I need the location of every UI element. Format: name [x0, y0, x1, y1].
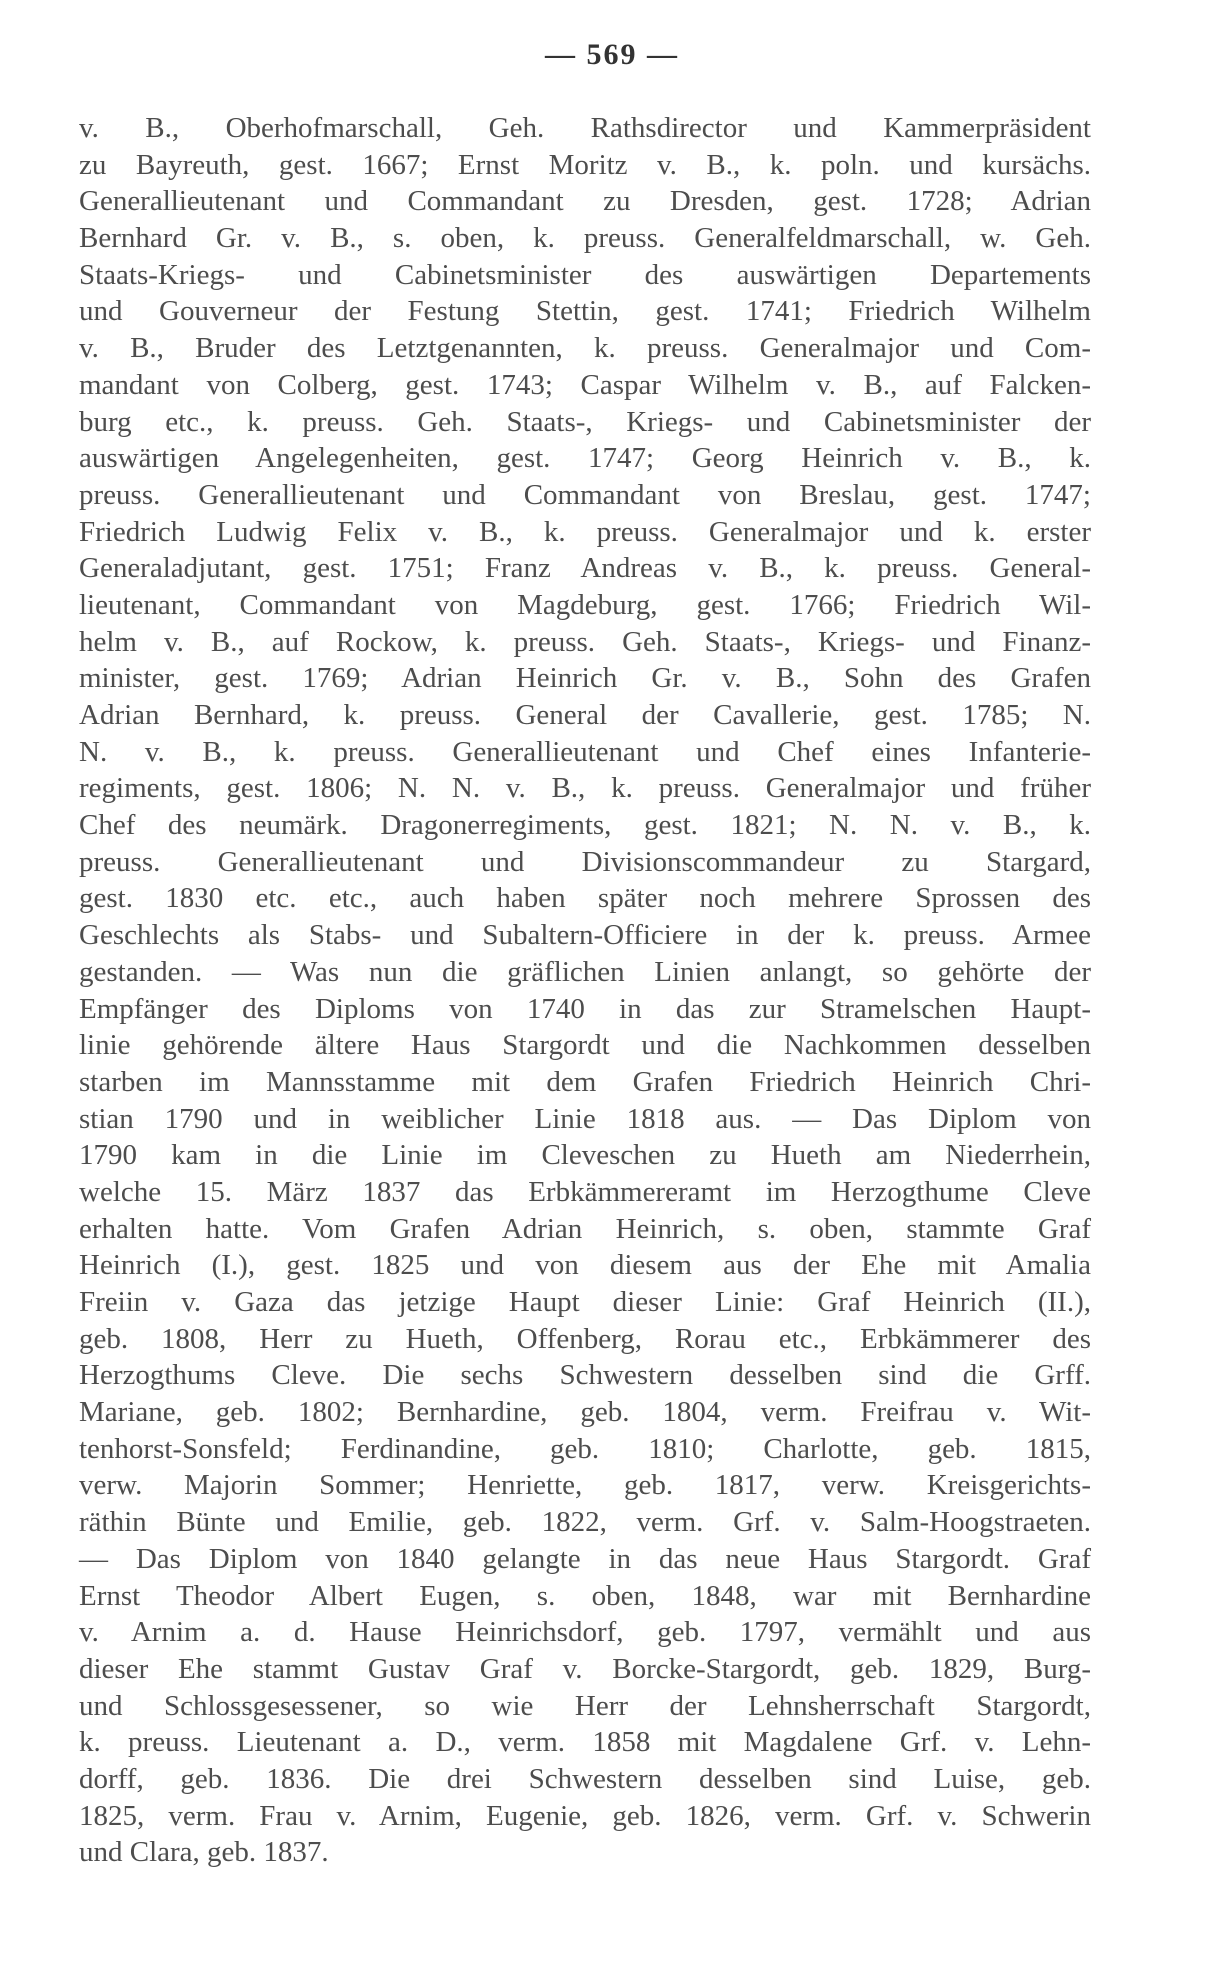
text-line: und Gouverneur der Festung Stettin, gest. 1741; Friedrich Wilhelm	[79, 295, 1091, 328]
text-line: Empfänger des Diploms von 1740 in das zur Stramelschen Haupt-	[79, 992, 1091, 1025]
text-line: Freiin v. Gaza das jetzige Haupt dieser Linie: Graf Heinrich (II.),	[79, 1286, 1091, 1318]
text-line: Generaladjutant, gest. 1751; Franz Andreas v. B., k. preuss. General-	[79, 552, 1091, 585]
text-line: Bernhard Gr. v. B., s. oben, k. preuss. Generalfeldmarschall, w. Geh.	[79, 222, 1091, 255]
page-number: — 569 —	[545, 38, 679, 71]
text-line: preuss. Generallieutenant und Divisionscommandeur zu Stargard,	[79, 845, 1091, 878]
text-line: auswärtigen Angelegenheiten, gest. 1747; Georg Heinrich v. B., k.	[79, 442, 1091, 475]
body-text	[79, 110, 1091, 1871]
text-line: helm v. B., auf Rockow, k. preuss. Geh. Staats-, Kriegs- und Finanz-	[79, 625, 1091, 658]
text-line: und Schlossgesessener, so wie Herr der Lehnsherrschaft Stargordt,	[79, 1689, 1091, 1722]
text-line: — Das Diplom von 1840 gelangte in das neue Haus Stargordt. Graf	[79, 1542, 1091, 1575]
text-line: v. Arnim a. d. Hause Heinrichsdorf, geb. 1797, vermählt und aus	[79, 1616, 1091, 1649]
text-line: Adrian Bernhard, k. preuss. General der Cavallerie, gest. 1785; N.	[79, 699, 1091, 731]
text-line: räthin Bünte und Emilie, geb. 1822, verm. Grf. v. Salm-Hoogstraeten.	[79, 1506, 1091, 1539]
text-line: Geschlechts als Stabs- und Subaltern-Officiere in der k. preuss. Armee	[79, 919, 1091, 952]
text-line: v. B., Bruder des Letztgenannten, k. preuss. Generalmajor und Com-	[79, 332, 1091, 365]
text-line: 1825, verm. Frau v. Arnim, Eugenie, geb. 1826, verm. Grf. v. Schwerin	[79, 1799, 1091, 1832]
text-line: stian 1790 und in weiblicher Linie 1818 aus. — Das Diplom von	[79, 1102, 1091, 1135]
text-line: dorff, geb. 1836. Die drei Schwestern desselben sind Luise, geb.	[79, 1762, 1091, 1795]
text-line: Mariane, geb. 1802; Bernhardine, geb. 1804, verm. Freifrau v. Wit-	[79, 1396, 1091, 1429]
text-line: Herzogthums Cleve. Die sechs Schwestern desselben sind die Grff.	[79, 1359, 1091, 1392]
text-line: N. v. B., k. preuss. Generallieutenant und Chef eines Infanterie-	[79, 735, 1091, 768]
text-line: geb. 1808, Herr zu Hueth, Offenberg, Rorau etc., Erbkämmerer des	[79, 1322, 1091, 1355]
text-line: minister, gest. 1769; Adrian Heinrich Gr. v. B., Sohn des Grafen	[79, 662, 1091, 695]
text-line: welche 15. März 1837 das Erbkämmereramt im Herzogthume Cleve	[79, 1175, 1091, 1208]
text-line: Heinrich (I.), gest. 1825 und von diesem aus der Ehe mit Amalia	[79, 1249, 1091, 1282]
text-line: preuss. Generallieutenant und Commandant von Breslau, gest. 1747;	[79, 478, 1091, 511]
text-line: gest. 1830 etc. etc., auch haben später noch mehrere Sprossen des	[79, 882, 1091, 915]
text-line: gestanden. — Was nun die gräflichen Linien anlangt, so gehörte der	[79, 955, 1091, 988]
text-line: erhalten hatte. Vom Grafen Adrian Heinrich, s. oben, stammte Graf	[79, 1212, 1091, 1245]
text-line: starben im Mannsstamme mit dem Grafen Friedrich Heinrich Chri-	[79, 1065, 1091, 1098]
text-line: dieser Ehe stammt Gustav Graf v. Borcke-Stargordt, geb. 1829, Burg-	[79, 1652, 1091, 1685]
text-line: und Clara, geb. 1837.	[79, 1836, 329, 1869]
text-line: v. B., Oberhofmarschall, Geh. Rathsdirector und Kammerpräsident	[79, 112, 1091, 144]
text-line: tenhorst-Sonsfeld; Ferdinandine, geb. 1810; Charlotte, geb. 1815,	[79, 1432, 1091, 1465]
text-line: Generallieutenant und Commandant zu Dresden, gest. 1728; Adrian	[79, 185, 1091, 218]
text-line: Friedrich Ludwig Felix v. B., k. preuss. Generalmajor und k. erster	[79, 515, 1091, 548]
text-line: burg etc., k. preuss. Geh. Staats-, Kriegs- und Cabinetsminister der	[79, 405, 1091, 438]
text-line: mandant von Colberg, gest. 1743; Caspar Wilhelm v. B., auf Falcken-	[79, 368, 1091, 401]
text-line: Chef des neumärk. Dragonerregiments, gest. 1821; N. N. v. B., k.	[79, 809, 1091, 842]
text-line: zu Bayreuth, gest. 1667; Ernst Moritz v. B., k. poln. und kursächs.	[79, 148, 1091, 181]
text-line: lieutenant, Commandant von Magdeburg, gest. 1766; Friedrich Wil-	[79, 588, 1091, 621]
text-line: linie gehörende ältere Haus Stargordt und die Nachkommen desselben	[79, 1029, 1091, 1062]
text-line: Staats-Kriegs- und Cabinetsminister des auswärtigen Departements	[79, 258, 1091, 291]
text-line: regiments, gest. 1806; N. N. v. B., k. preuss. Generalmajor und früher	[79, 772, 1091, 805]
text-line: 1790 kam in die Linie im Cleveschen zu Hueth am Niederrhein,	[79, 1139, 1091, 1172]
text-line: verw. Majorin Sommer; Henriette, geb. 1817, verw. Kreisgerichts-	[79, 1469, 1091, 1502]
text-line: k. preuss. Lieutenant a. D., verm. 1858 mit Magdalene Grf. v. Lehn-	[79, 1726, 1091, 1759]
text-line: Ernst Theodor Albert Eugen, s. oben, 1848, war mit Bernhardine	[79, 1579, 1091, 1612]
